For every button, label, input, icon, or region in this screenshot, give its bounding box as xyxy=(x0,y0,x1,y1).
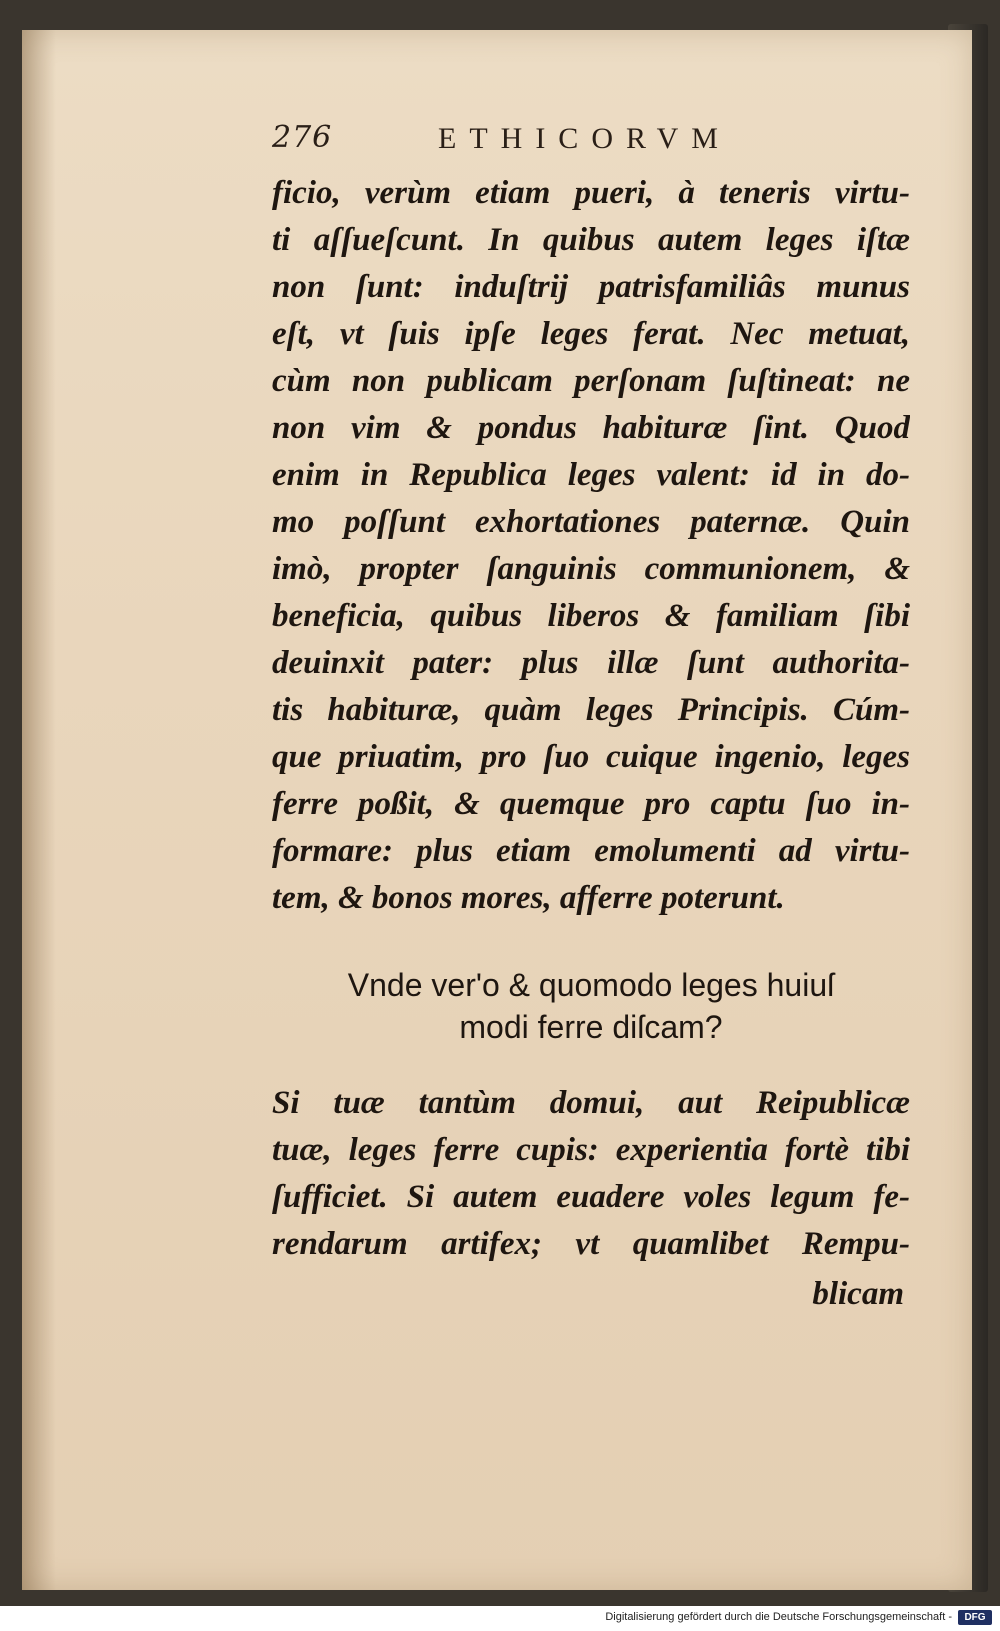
text-line: rendarum artifex; vt quamlibet Rempu- xyxy=(272,1226,910,1262)
text-line: eſt, vt ſuis ipſe leges ferat. Nec metuat, xyxy=(272,316,910,352)
text-line: tem, & bonos mores, afferre poterunt. xyxy=(272,880,785,916)
catchword: blicam xyxy=(812,1276,904,1312)
funding-credit: Digitalisierung gefördert durch die Deutsche Forschungsgemeinschaft - xyxy=(605,1611,952,1623)
text-line: mo poſſunt exhortationes paternæ. Quin xyxy=(272,504,910,540)
main-paragraph xyxy=(272,170,910,922)
section-heading xyxy=(272,964,910,1048)
heading-line: Vnde ver'o & quomodo leges huiuſ xyxy=(347,967,835,1003)
text-line: que priuatim, pro ſuo cuique ingenio, leges xyxy=(272,739,910,775)
text-line: deuinxit pater: plus illæ ſunt authorita- xyxy=(272,645,910,681)
text-line: ferre poßit, & quemque pro captu ſuo in- xyxy=(272,786,910,822)
text-line: non vim & pondus habituræ ſint. Quod xyxy=(272,410,910,446)
text-line: Si tuæ tantùm domui, aut Reipublicæ xyxy=(272,1085,910,1121)
text-line: ſufficiet. Si autem euadere voles legum fe- xyxy=(272,1179,910,1215)
page-number: 276 xyxy=(272,120,333,155)
text-line: ti aſſueſcunt. In quibus autem leges iſtæ xyxy=(272,222,910,258)
dfg-logo-icon: DFG xyxy=(958,1610,992,1625)
text-line: ficio, verùm etiam pueri, à teneris virtu- xyxy=(272,175,910,211)
text-line: beneficia, quibus liberos & familiam ſibi xyxy=(272,598,910,634)
text-line: enim in Republica leges valent: id in do- xyxy=(272,457,910,493)
heading-line: modi ferre diſcam? xyxy=(459,1009,723,1045)
running-title: ETHICORVM xyxy=(438,122,731,155)
text-line: formare: plus etiam emolumenti ad virtu- xyxy=(272,833,910,869)
text-line: non ſunt: induſtrij patrisfamiliâs munus xyxy=(272,269,910,305)
page-header xyxy=(272,120,812,164)
text-line: tuæ, leges ferre cupis: experientia fortè tibi xyxy=(272,1132,910,1168)
text-line: cùm non publicam perſonam ſuſtineat: ne xyxy=(272,363,910,399)
text-line: tis habituræ, quàm leges Principis. Cúm- xyxy=(272,692,910,728)
second-paragraph xyxy=(272,1080,910,1268)
footer-bar xyxy=(0,1606,1000,1631)
text-line: imò, propter ſanguinis communionem, & xyxy=(272,551,910,587)
